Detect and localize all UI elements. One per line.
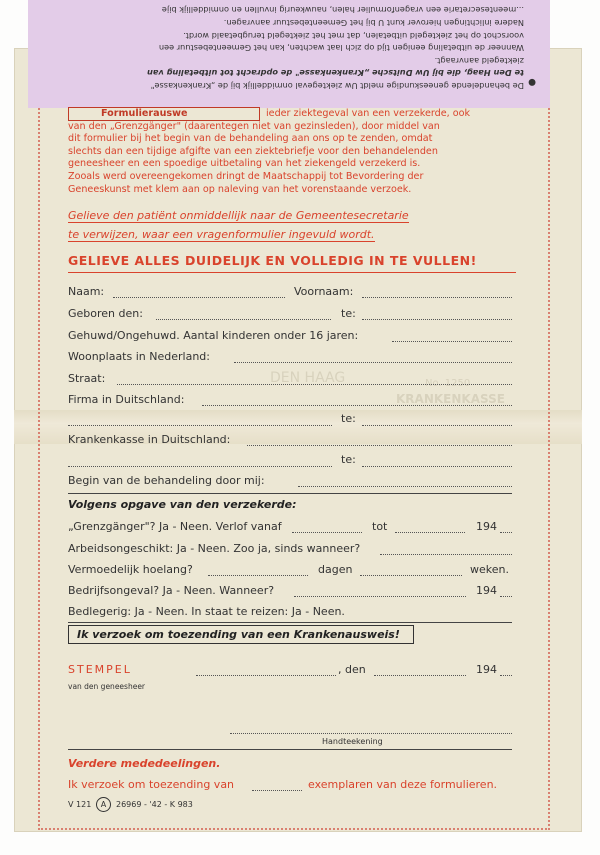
stempel-label: STEMPEL xyxy=(68,663,132,676)
field-begin-input[interactable] xyxy=(298,485,512,487)
vermoed-dagen-input[interactable] xyxy=(208,574,308,576)
intro-line: ieder ziektegeval van een verzekerde, ook xyxy=(266,108,471,119)
instruction-underline xyxy=(68,272,516,273)
field-geboren-te-input[interactable] xyxy=(362,318,512,320)
intro-line: slechts dan een tijdige afgifte van een ziektebriefje voor den behandelenden xyxy=(68,145,438,157)
ik-verzoek-label: Ik verzoek om toezending van xyxy=(68,778,235,791)
bullet-icon: ● xyxy=(528,77,536,87)
bedrijf-year-input[interactable] xyxy=(500,595,512,597)
field-woonplaats-input[interactable] xyxy=(234,361,512,363)
slip-line: te Den Haag, die bij Uw Duitsche „Krankenkasse" de opdracht tot uitbetaling van xyxy=(147,68,524,79)
slip-line: ziektegeld aanvraagt. xyxy=(434,55,524,66)
field-geboren-label: Geboren den: xyxy=(68,307,143,320)
section-divider xyxy=(68,622,512,623)
vermoed-label: Vermoedelijk hoelang? xyxy=(68,563,193,576)
field-voornaam-label: Voornaam: xyxy=(294,285,354,298)
field-gehuwd-input[interactable] xyxy=(392,340,512,342)
dagen-label: dagen xyxy=(318,563,353,576)
field-straat-input[interactable] xyxy=(117,383,512,385)
arbeid-input[interactable] xyxy=(380,553,512,555)
field-krankenkasse-te-input[interactable] xyxy=(362,465,512,467)
date-input[interactable] xyxy=(374,674,466,676)
intro-line: Geneeskunst met klem aan op naleving van het vorenstaande verzoek. xyxy=(68,183,412,195)
bedrijf-input[interactable] xyxy=(294,595,466,597)
verzekerde-heading: Volgens opgave van den verzekerde: xyxy=(68,498,297,511)
instruction-italic-2: te verwijzen, waar een vragenformulier ingevuld wordt. xyxy=(68,228,375,241)
ghost-stamp-kasse: KRANKENKASSE xyxy=(396,392,505,406)
instruction-italic-1: Gelieve den patiënt onmiddellijk naar de Gemeentesecretarie xyxy=(68,209,409,222)
weken-label: weken. xyxy=(470,563,509,576)
arbeid-label: Arbeidsongeschikt: Ja - Neen. Zoo ja, sinds wanneer? xyxy=(68,542,361,555)
field-voornaam-input[interactable] xyxy=(362,296,512,298)
field-firma-input[interactable] xyxy=(202,404,512,406)
slip-line: Nadere inlichtingen hierover kunt U bij het Gemeentebestuur aanvragen. xyxy=(223,18,524,29)
field-geboren-input[interactable] xyxy=(156,318,331,320)
section-divider xyxy=(68,493,512,494)
verlof-vanaf-input[interactable] xyxy=(292,531,362,533)
field-krankenkasse-input[interactable] xyxy=(247,444,512,446)
verlof-year-input[interactable] xyxy=(500,531,512,533)
stamp-year-input[interactable] xyxy=(500,674,512,676)
main-instruction: GELIEVE ALLES DUIDELIJK EN VOLLEDIG IN TE VULLEN! xyxy=(68,253,477,268)
printer-circle-icon: A xyxy=(96,797,111,812)
vermoed-weken-input[interactable] xyxy=(360,574,462,576)
ghost-stamp-number: No. 1250 xyxy=(425,378,471,389)
year-label: 194 xyxy=(476,520,497,533)
perforation-border xyxy=(38,92,550,830)
slip-line: Wanneer de uitbetaling eenigen tijd op zich laat wachten, kan het Gemeentebestuur een xyxy=(158,43,524,54)
verlof-tot-input[interactable] xyxy=(395,531,465,533)
field-woonplaats-label: Woonplaats in Nederland: xyxy=(68,350,210,363)
intro-line: van den „Grenzgänger" (daarentegen niet van gezinsleden), door middel van xyxy=(68,120,440,132)
field-naam-label: Naam: xyxy=(68,285,105,298)
intro-line: geneesheer en een spoedige uitbetaling van het ziekengeld verzekerd is. xyxy=(68,158,421,170)
krankenausweis-request-box[interactable]: Ik verzoek om toezending van een Krankenausweis! xyxy=(68,625,414,644)
field-naam-input[interactable] xyxy=(113,296,285,298)
signature-input[interactable] xyxy=(230,732,512,734)
field-firma-label: Firma in Duitschland: xyxy=(68,393,185,406)
slip-line: De behandelende geneeskundige meldt Uw ziektegeval onmiddellijk bij de „Krankenkasse" xyxy=(150,81,524,91)
field-krankenkasse-te-label: te: xyxy=(341,453,356,466)
stempel-sub-label: van den geneesheer xyxy=(68,682,146,691)
field-krankenkasse-label: Krankenkasse in Duitschland: xyxy=(68,433,231,446)
slip-line: ...meentesecretarie een vragenformulier halen, nauwkeurig invullen en onmiddellijk bije xyxy=(161,5,524,16)
field-firma-line2-input[interactable] xyxy=(68,424,332,426)
intro-paragraph xyxy=(68,108,516,196)
field-gehuwd-label: Gehuwd/Ongehuwd. Aantal kinderen onder 16 jaren: xyxy=(68,329,359,342)
pink-slip-text xyxy=(46,4,536,92)
header-title-box: Formulierauswe xyxy=(68,107,260,121)
section-divider xyxy=(68,749,512,750)
place-input[interactable] xyxy=(196,674,336,676)
ghost-stamp-name: DEN HAAG xyxy=(270,370,346,386)
intro-line: Zooals werd overeengekomen dringt de Maatschappij tot Bevordering der xyxy=(68,170,424,182)
form-code: V 121 xyxy=(68,800,92,809)
slip-line: voorschot op het ziektegeld uitbetalen, dat met het ziektegeld terugbetaald wordt. xyxy=(183,30,524,41)
field-firma-te-label: te: xyxy=(341,412,356,425)
bedlegerig-label: Bedlegerig: Ja - Neen. In staat te reizen: Ja - Neen. xyxy=(68,605,345,618)
pink-info-slip xyxy=(28,0,550,108)
field-begin-label: Begin van de behandeling door mij: xyxy=(68,474,265,487)
exemplaren-label: exemplaren van deze formulieren. xyxy=(308,778,498,791)
verdere-heading: Verdere mededeelingen. xyxy=(68,757,221,770)
bedrijf-year-label: 194 xyxy=(476,584,497,597)
intro-line: dit formulier bij het begin van de behandeling aan ons op te zenden, omdat xyxy=(68,133,433,145)
field-krankenkasse-line2-input[interactable] xyxy=(68,465,332,467)
field-firma-te-input[interactable] xyxy=(362,424,512,426)
bedrijf-label: Bedrijfsongeval? Ja - Neen. Wanneer? xyxy=(68,584,275,597)
field-straat-label: Straat: xyxy=(68,372,106,385)
exemplaren-count-input[interactable] xyxy=(252,789,302,791)
den-label: , den xyxy=(338,663,366,676)
signature-label: Handteekening xyxy=(322,737,383,746)
field-te-label: te: xyxy=(341,307,356,320)
tot-label: tot xyxy=(372,520,388,533)
print-numbers: 26969 - '42 - K 983 xyxy=(116,800,193,809)
stamp-year-label: 194 xyxy=(476,663,497,676)
grenz-label: „Grenzgänger"? Ja - Neen. Verlof vanaf xyxy=(68,520,282,533)
